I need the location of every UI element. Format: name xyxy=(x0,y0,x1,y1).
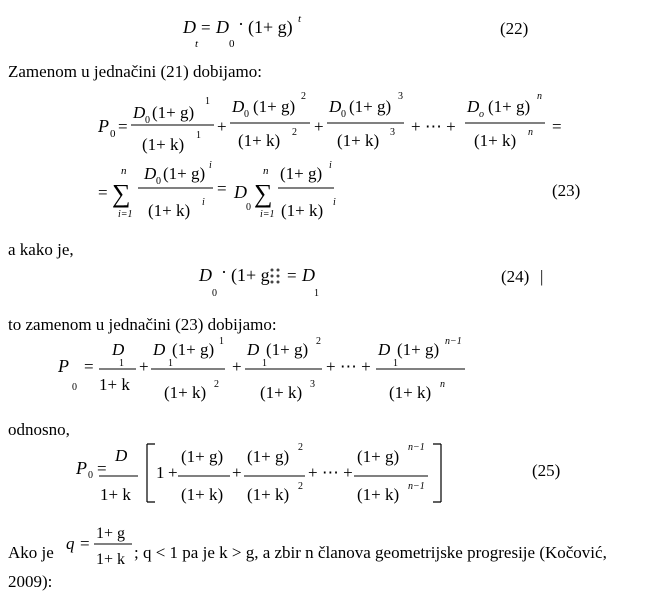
svg-text:2: 2 xyxy=(316,336,321,347)
svg-text:(1+ g): (1+ g) xyxy=(152,103,195,122)
svg-text:i=1: i=1 xyxy=(260,209,275,220)
svg-text:+: + xyxy=(139,357,149,376)
svg-text:n: n xyxy=(263,165,269,177)
svg-text:0: 0 xyxy=(145,115,150,126)
svg-text:i: i xyxy=(202,197,205,208)
eq24-placeholder-dots xyxy=(271,269,280,284)
text-condition: ; q < 1 pa je k > g, a zbir n članova geometrijske progresije (Kočović, xyxy=(134,543,607,562)
svg-text:(1+ k): (1+ k) xyxy=(181,485,224,504)
svg-text:0: 0 xyxy=(341,109,346,120)
svg-text:1: 1 xyxy=(196,130,201,141)
svg-text:(1+ k): (1+ k) xyxy=(148,201,191,220)
eq23-sum-frac-1 xyxy=(138,160,213,220)
svg-text:0: 0 xyxy=(72,382,77,393)
equation-expanded xyxy=(0,336,647,406)
svg-text:D: D xyxy=(302,265,315,285)
svg-text:P: P xyxy=(58,356,69,376)
eq22-cdot: · xyxy=(238,14,244,34)
svg-text:D: D xyxy=(247,340,260,359)
svg-text:2: 2 xyxy=(298,481,303,492)
eq25-number: (25) xyxy=(532,461,561,480)
eq23-sigma-1: ∑ xyxy=(112,179,131,208)
svg-text:D: D xyxy=(133,103,146,122)
svg-text:(1+ g): (1+ g) xyxy=(349,97,392,116)
svg-text:1: 1 xyxy=(393,358,398,369)
eq23-term-n xyxy=(465,91,545,150)
svg-text:D: D xyxy=(234,182,247,202)
svg-text:i=1: i=1 xyxy=(118,209,133,220)
eq23-sigma-2: ∑ xyxy=(254,179,273,208)
eq22-eq: = xyxy=(201,18,211,37)
svg-text:=: = xyxy=(118,117,128,136)
svg-text:+: + xyxy=(168,463,178,482)
svg-text:=: = xyxy=(552,117,562,136)
svg-text:+: + xyxy=(314,117,324,136)
svg-text:n: n xyxy=(440,379,445,390)
svg-text:(1+ k): (1+ k) xyxy=(474,131,517,150)
svg-text:(1+ k): (1+ k) xyxy=(389,383,432,402)
svg-text:(1+ k): (1+ k) xyxy=(164,383,207,402)
svg-text:D: D xyxy=(378,340,391,359)
svg-text:=: = xyxy=(98,183,108,202)
svg-text:P: P xyxy=(76,458,87,478)
svg-text:1: 1 xyxy=(314,288,319,299)
svg-text:+ ⋯ +: + ⋯ + xyxy=(411,117,456,136)
exp-term-3 xyxy=(245,336,322,402)
svg-text:n−1: n−1 xyxy=(408,442,425,453)
svg-text:(1+ g): (1+ g) xyxy=(280,164,323,183)
svg-text:1: 1 xyxy=(205,96,210,107)
svg-text:(1+ k): (1+ k) xyxy=(142,135,185,154)
equation-25 xyxy=(0,438,647,520)
svg-text:=: = xyxy=(80,534,90,553)
svg-text:|: | xyxy=(540,267,544,286)
eq22-number: (22) xyxy=(500,19,529,38)
eq23-term-2 xyxy=(230,91,310,150)
svg-text:n: n xyxy=(537,91,542,102)
eq22-sub-t: t xyxy=(195,38,199,50)
eq23-P: P xyxy=(98,116,109,136)
eq23-sum-frac-2 xyxy=(278,160,336,220)
svg-text:1+ k: 1+ k xyxy=(100,485,131,504)
eq23-P-sub: 0 xyxy=(110,128,116,140)
svg-text:D: D xyxy=(199,265,212,285)
svg-text:0: 0 xyxy=(244,109,249,120)
svg-text:(1+ k): (1+ k) xyxy=(337,131,380,150)
svg-text:(1+ k): (1+ k) xyxy=(260,383,303,402)
svg-text:1: 1 xyxy=(262,358,267,369)
eq25-term-1 xyxy=(178,447,230,504)
equation-22 xyxy=(0,0,647,50)
svg-text:(1+ g): (1+ g) xyxy=(163,164,206,183)
svg-text:D: D xyxy=(112,340,125,359)
svg-text:2: 2 xyxy=(292,127,297,138)
svg-text:=: = xyxy=(84,357,94,376)
text-ako-je: Ako je xyxy=(8,543,54,562)
svg-text:+ ⋯ +: + ⋯ + xyxy=(326,357,371,376)
svg-text:1+ k: 1+ k xyxy=(99,375,130,394)
svg-text:D: D xyxy=(144,164,157,183)
svg-text:1+ g: 1+ g xyxy=(96,525,126,542)
text-odnosno: odnosno, xyxy=(8,420,70,439)
svg-text:o: o xyxy=(479,109,484,120)
svg-text:(1+ g): (1+ g) xyxy=(181,447,224,466)
exp-term-1 xyxy=(99,340,136,394)
eq22-sup-t: t xyxy=(298,13,302,25)
svg-text:n: n xyxy=(528,127,533,138)
svg-text:2: 2 xyxy=(298,442,303,453)
svg-text:D: D xyxy=(153,340,166,359)
svg-text:0: 0 xyxy=(88,470,93,481)
svg-text:D: D xyxy=(232,97,245,116)
svg-text:2: 2 xyxy=(214,379,219,390)
svg-text:+: + xyxy=(232,463,242,482)
svg-text:+: + xyxy=(232,357,242,376)
svg-text:(1+ k): (1+ k) xyxy=(238,131,281,150)
svg-text:3: 3 xyxy=(398,91,403,102)
svg-text:3: 3 xyxy=(390,127,395,138)
svg-text:(1+ g): (1+ g) xyxy=(357,447,400,466)
svg-text:(1+ g): (1+ g) xyxy=(253,97,296,116)
text-to-zamenom-23: to zamenom u jednačini (23) dobijamo: xyxy=(8,315,277,334)
svg-text:=: = xyxy=(287,266,297,285)
text-zamenom-21: Zamenom u jednačini (21) dobijamo: xyxy=(8,62,262,81)
svg-text:(1+ g): (1+ g) xyxy=(488,97,531,116)
svg-text:n−1: n−1 xyxy=(445,336,462,347)
svg-text:1+ k: 1+ k xyxy=(96,551,126,568)
equation-24 xyxy=(0,260,647,304)
svg-text:(1+ g): (1+ g) xyxy=(247,447,290,466)
svg-text:3: 3 xyxy=(310,379,315,390)
eq25-term-n xyxy=(354,442,428,504)
eq25-term-2 xyxy=(244,442,305,504)
eq22-D: D xyxy=(183,17,196,37)
svg-text:0: 0 xyxy=(246,202,251,213)
svg-text:=: = xyxy=(217,179,227,198)
equation-23 xyxy=(0,86,647,246)
eq22-1pg: (1+ g) xyxy=(248,17,293,37)
eq22-sub-0: 0 xyxy=(229,38,235,50)
eq24-number: (24) xyxy=(501,267,530,286)
svg-text:1: 1 xyxy=(156,463,165,482)
eq23-term-1 xyxy=(131,96,214,154)
svg-text:(1+ k): (1+ k) xyxy=(247,485,290,504)
svg-text:+ ⋯ +: + ⋯ + xyxy=(308,463,353,482)
svg-text:0: 0 xyxy=(156,176,161,187)
svg-text:(1+ g): (1+ g) xyxy=(397,340,440,359)
exp-term-2 xyxy=(151,336,225,402)
svg-text:0: 0 xyxy=(212,288,217,299)
svg-text:D: D xyxy=(467,97,480,116)
svg-text:(1+ g: (1+ g xyxy=(231,265,270,285)
eq23-term-3 xyxy=(327,91,404,150)
svg-text:(1+ k): (1+ k) xyxy=(357,485,400,504)
svg-text:(1+ g): (1+ g) xyxy=(266,340,309,359)
text-a-kako-je: a kako je, xyxy=(8,240,74,259)
svg-text:i: i xyxy=(333,197,336,208)
eq23-number: (23) xyxy=(552,181,581,200)
text-year: 2009): xyxy=(8,572,53,591)
svg-text:n−1: n−1 xyxy=(408,481,425,492)
equation-q xyxy=(62,522,142,572)
svg-text:=: = xyxy=(97,459,107,478)
svg-text:·: · xyxy=(221,262,227,282)
svg-text:2: 2 xyxy=(301,91,306,102)
exp-term-n xyxy=(376,336,465,402)
svg-text:1: 1 xyxy=(219,336,224,347)
svg-text:i: i xyxy=(209,160,212,171)
svg-text:q: q xyxy=(66,534,75,553)
svg-text:1: 1 xyxy=(119,358,124,369)
svg-text:(1+ k): (1+ k) xyxy=(281,201,324,220)
svg-text:D: D xyxy=(329,97,342,116)
svg-text:+: + xyxy=(217,117,227,136)
svg-text:D: D xyxy=(115,446,128,465)
svg-text:(1+ g): (1+ g) xyxy=(172,340,215,359)
eq22-D0: D xyxy=(216,17,229,37)
svg-text:i: i xyxy=(329,160,332,171)
svg-text:1: 1 xyxy=(168,358,173,369)
svg-text:n: n xyxy=(121,165,127,177)
